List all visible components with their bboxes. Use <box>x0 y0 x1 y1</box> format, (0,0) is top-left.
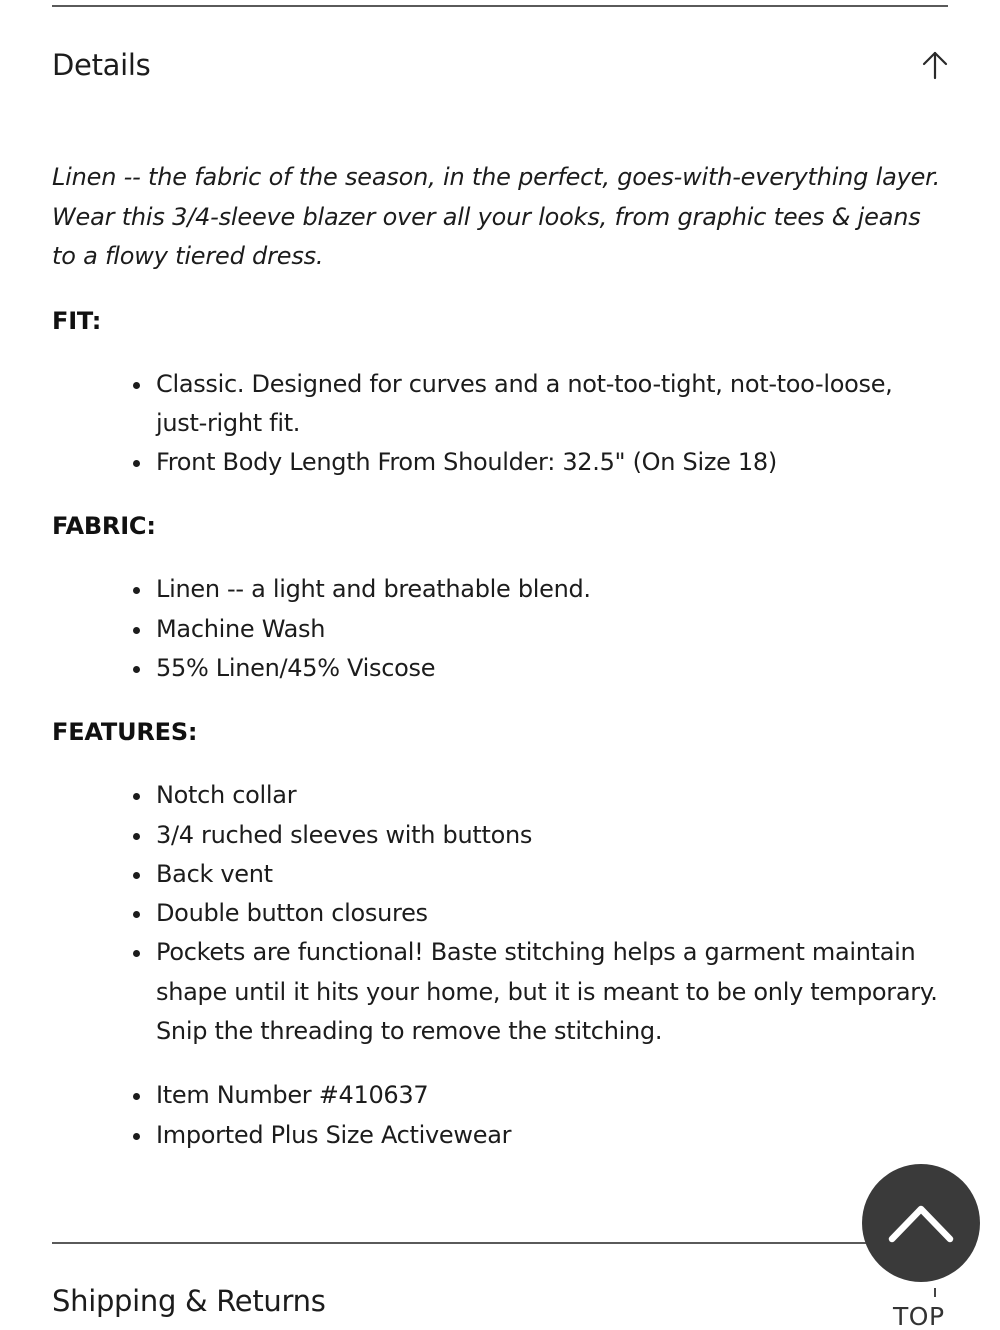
details-content <box>52 158 948 1155</box>
list-item: Front Body Length From Shoulder: 32.5" (On Size 18) <box>132 443 940 482</box>
list-item: 55% Linen/45% Viscose <box>132 649 940 688</box>
fit-heading: FIT: <box>52 306 102 335</box>
fit-list <box>132 365 940 483</box>
list-item: Back vent <box>132 855 940 894</box>
list-item: Machine Wash <box>132 610 940 649</box>
back-to-top-button[interactable] <box>862 1164 980 1282</box>
divider-top <box>52 5 948 7</box>
list-item: Pockets are functional! Baste stitching helps a garment maintain shape until it hits your home, but it is meant to be only temporary. Snip the threading to remove the stitching. <box>132 933 940 1051</box>
list-item: Classic. Designed for curves and a not-too-tight, not-too-loose, just-right fit. <box>132 365 940 444</box>
item-number: Item Number #410637 <box>132 1076 940 1115</box>
features-list <box>132 776 940 1051</box>
divider-bottom <box>52 1242 882 1244</box>
product-description: Linen -- the fabric of the season, in the perfect, goes-with-everything layer. Wear this 3/4-sleeve blazer over all your looks, from graphic tees & jeans to a flowy tiered dress. <box>52 163 941 270</box>
list-item: 3/4 ruched sleeves with buttons <box>132 816 940 855</box>
top-indicator-tick <box>934 1288 936 1297</box>
list-item: Notch collar <box>132 776 940 815</box>
back-to-top-label[interactable]: TOP <box>893 1302 945 1330</box>
fabric-list <box>132 570 940 688</box>
fabric-heading: FABRIC: <box>52 512 156 541</box>
shipping-returns-accordion-header[interactable] <box>52 1276 948 1326</box>
list-item: Imported Plus Size Activewear <box>132 1116 940 1155</box>
details-title: Details <box>52 48 151 82</box>
item-info-list <box>132 1076 940 1155</box>
chevron-up-icon <box>888 1203 954 1243</box>
features-heading: FEATURES: <box>52 718 198 747</box>
arrow-up-icon[interactable] <box>918 48 952 82</box>
list-item: Double button closures <box>132 894 940 933</box>
shipping-returns-title: Shipping & Returns <box>52 1284 326 1318</box>
list-item: Linen -- a light and breathable blend. <box>132 570 940 609</box>
details-accordion-header[interactable] <box>52 40 948 90</box>
